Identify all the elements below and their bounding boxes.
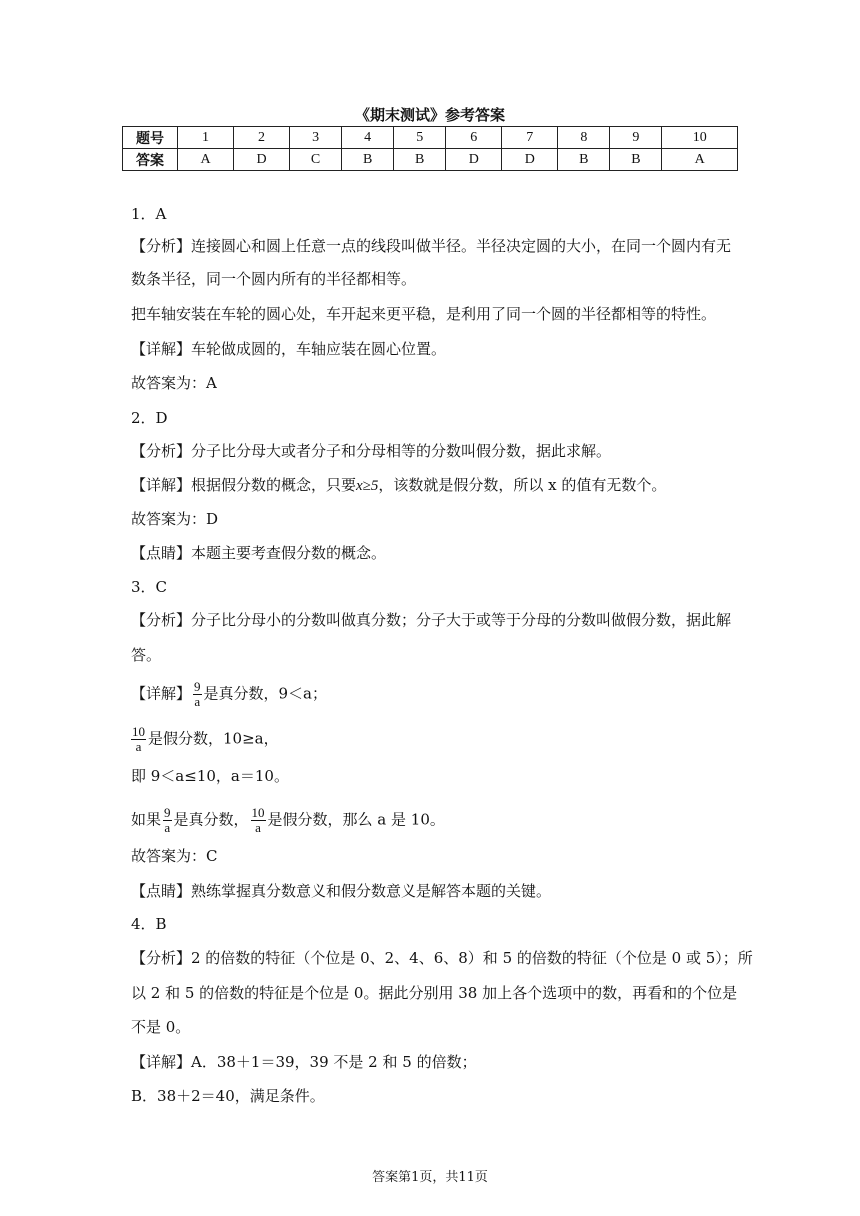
table-cell: 7 — [502, 127, 558, 149]
q3-detail-d-pre: 如果 — [131, 810, 162, 829]
q3-detail-d-mid: 是真分数， — [173, 810, 249, 829]
table-row-question-numbers — [123, 127, 738, 149]
q2-detail-text-b: ，该数就是假分数，所以 x 的值有无数个。 — [378, 476, 667, 494]
table-cell: C — [290, 149, 342, 171]
fraction-denominator: a — [164, 820, 171, 835]
table-cell: B — [558, 149, 610, 171]
q2-detail-text-a: 【详解】根据假分数的概念，只要 — [131, 476, 357, 494]
row-label-answer: 答案 — [123, 149, 178, 171]
table-cell: 9 — [610, 127, 662, 149]
q3-detail-line-1 — [131, 680, 327, 709]
q4-analysis-line-1: 【分析】2 的倍数的特征（个位是 0、2、4、6、8）和 5 的倍数的特征（个位是 0 或 5）；所 — [131, 949, 753, 967]
q1-heading: 1．A — [131, 205, 167, 223]
fraction-numerator: 9 — [194, 679, 201, 694]
table-cell: A — [178, 149, 234, 171]
q1-answer: 故答案为：A — [131, 374, 217, 392]
table-cell: B — [394, 149, 446, 171]
table-cell: 6 — [446, 127, 502, 149]
q2-detail-math: x≥5 — [356, 478, 379, 494]
q1-analysis-line-3: 把车轴安装在车轮的圆心处，车开起来更平稳，是利用了同一个圆的半径都相等的特性。 — [131, 305, 717, 323]
answer-key-table — [122, 126, 738, 171]
q2-heading: 2．D — [131, 409, 168, 427]
row-label-number: 题号 — [123, 127, 178, 149]
table-cell: 1 — [178, 127, 234, 149]
q3-answer: 故答案为：C — [131, 847, 218, 865]
q2-analysis: 【分析】分子比分母大或者分子和分母相等的分数叫假分数，据此求解。 — [131, 442, 612, 460]
q3-detail-line-2 — [129, 725, 279, 754]
table-cell: B — [342, 149, 394, 171]
fraction-denominator: a — [194, 694, 201, 709]
table-cell: D — [446, 149, 502, 171]
table-cell: 10 — [662, 127, 738, 149]
q3-detail-d-end: 是假分数，那么 a 是 10。 — [267, 810, 445, 829]
table-row-answers — [123, 149, 738, 171]
q3-detail-label: 【详解】 — [131, 684, 192, 703]
table-cell: 4 — [342, 127, 394, 149]
table-cell: 3 — [290, 127, 342, 149]
q4-detail-line-2: B．38＋2＝40，满足条件。 — [131, 1087, 325, 1105]
fraction-numerator: 9 — [164, 805, 171, 820]
q1-detail: 【详解】车轮做成圆的，车轴应装在圆心位置。 — [131, 340, 447, 358]
table-cell: B — [610, 149, 662, 171]
q4-analysis-line-3: 不是 0。 — [131, 1018, 191, 1036]
q4-detail-line-1: 【详解】A．38＋1＝39，39 不是 2 和 5 的倍数； — [131, 1053, 477, 1071]
table-cell: D — [234, 149, 290, 171]
fraction-denominator: a — [255, 820, 261, 835]
page-title: 《期末测试》参考答案 — [354, 106, 505, 124]
q1-analysis-line-2: 数条半径，同一个圆内所有的半径都相等。 — [131, 270, 417, 288]
q3-detail-line-4 — [131, 806, 445, 835]
page-footer: 答案第1页，共11页 — [372, 1170, 488, 1185]
q1-analysis-line-1: 【分析】连接圆心和圆上任意一点的线段叫做半径。半径决定圆的大小，在同一个圆内有无 — [131, 237, 732, 255]
q3-detail-text-a: 是真分数，9＜a； — [203, 684, 328, 703]
table-cell: D — [502, 149, 558, 171]
table-cell: 5 — [394, 127, 446, 149]
fraction-9-over-a — [193, 680, 202, 709]
q2-comment: 【点睛】本题主要考查假分数的概念。 — [131, 544, 387, 562]
fraction-numerator: 10 — [132, 724, 145, 739]
table-cell: A — [662, 149, 738, 171]
q3-analysis-line-1: 【分析】分子比分母小的分数叫做真分数；分子大于或等于分母的分数叫做假分数，据此解 — [131, 611, 732, 629]
table-cell: 2 — [234, 127, 290, 149]
table-cell: 8 — [558, 127, 610, 149]
fraction-numerator: 10 — [251, 805, 265, 820]
q3-heading: 3．C — [131, 578, 168, 596]
q3-analysis-line-2: 答。 — [131, 646, 162, 664]
q2-detail — [131, 475, 666, 496]
q4-analysis-line-2: 以 2 和 5 的倍数的特征是个位是 0。据此分别用 38 加上各个选项中的数，再看和的个位是 — [131, 984, 738, 1002]
fraction-9-over-a — [163, 806, 172, 835]
q3-detail-line-3: 即 9＜a≤10，a＝10。 — [131, 767, 289, 785]
fraction-10-over-a — [131, 725, 146, 754]
q3-comment: 【点睛】熟练掌握真分数意义和假分数意义是解答本题的关键。 — [131, 882, 552, 900]
q4-heading: 4．B — [131, 915, 167, 933]
fraction-denominator: a — [135, 739, 142, 754]
q2-answer: 故答案为：D — [131, 510, 219, 528]
q3-detail-text-b: 是假分数，10≥a， — [148, 729, 279, 748]
fraction-10-over-a — [251, 806, 266, 835]
